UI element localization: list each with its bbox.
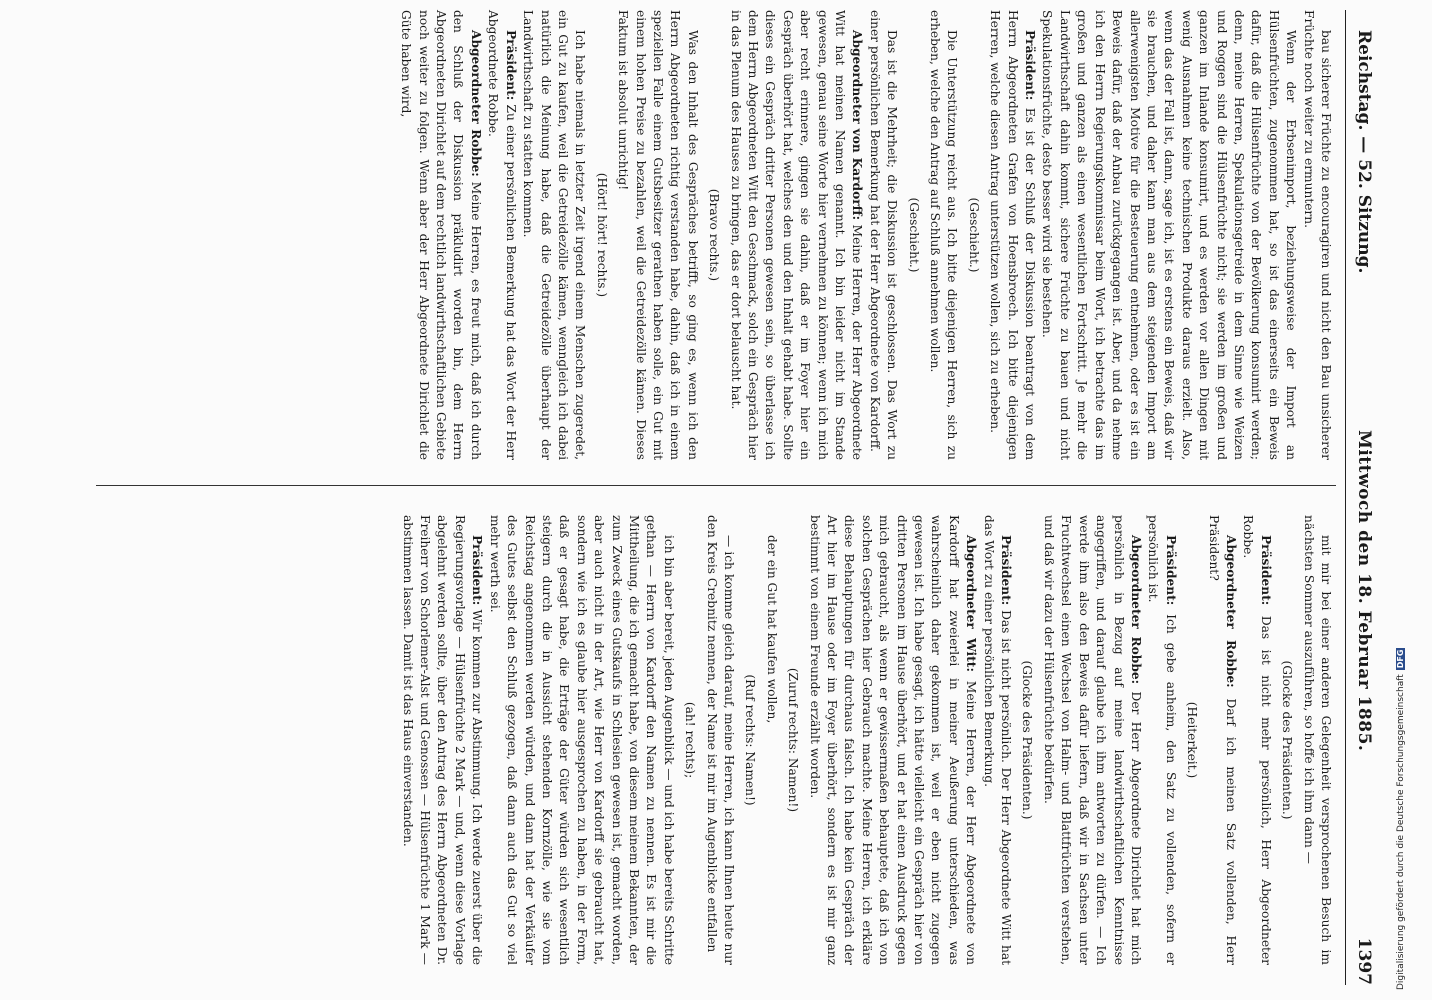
speech-text: Der Herr Abgeordnete Dirichlet hat mich persönlich in Bezug auf meine landwirthschaftlichen Kenntnisse angegriffen, und darauf glaube ich ihm antworten zu dürfen. — Ich werde ihm also den Beweis dafür liefern, daß wir in Sachsen unter Fruchtwechsel einen Wechsel von Halm- und Blattfrüchten verstehen, und daß wir dazu der Hülsenfrüchte bedürfen. xyxy=(1041,515,1143,965)
text-paragraph: — ich komme gleich darauf, meine Herren, ich kann Ihnen heute nur den Kreis Crebnitz nennen, der Name ist mir im Augenblicke entfallen xyxy=(704,515,736,965)
text-paragraph: Das ist die Mehrheit; die Diskussion ist geschlossen. Das Wort zu einer persönlichen Bemerkung hat der Herr Abgeordnete von Kardorff. xyxy=(867,10,900,460)
header-date: Mittwoch den 18. Februar 1885. xyxy=(1354,430,1374,752)
speech-paragraph xyxy=(484,10,519,460)
dfg-credit-text: Digitalisierung gefördert durch die Deutsche Forschungsgemeinschaft xyxy=(1396,674,1406,990)
speaker-name: Abgeordneter Robbe: xyxy=(1128,535,1143,685)
speech-paragraph xyxy=(1239,515,1274,965)
speech-paragraph xyxy=(805,515,979,965)
stage-direction: (Hört! hört! rechts.) xyxy=(594,172,609,298)
column-divider xyxy=(96,485,1336,486)
speaker-name: Abgeordneter Witt: xyxy=(964,535,979,672)
text-paragraph: Was den Inhalt des Gespräches betrifft, so ging es, wenn ich den Herrn Abgeordneten richtig verstanden habe, dahin, daß ich in einem speziellen Falle einem Gutsbesitzer gerathen haben solle, ein Gut mit einem hohen Preise zu bezahlen, weil die Getreidezölle kämen. Dieses Faktum ist absolut unrichtig! xyxy=(616,10,700,460)
speech-paragraph xyxy=(397,10,484,460)
speaker-name: Präsident: xyxy=(1023,30,1038,101)
stage-direction: (ah! rechts); xyxy=(683,701,698,779)
speaker-name: Präsident: xyxy=(1258,535,1273,606)
right-column xyxy=(398,515,1334,965)
dfg-credit xyxy=(1396,648,1406,990)
speech-text: Es ist der Schluß der Diskussion beantragt von dem Herrn Abgeordneten Grafen von Hoensbroech. Ich bitte diejenigen Herren, welche diesen Antrag unterstützen wollen, sich zu erheben. xyxy=(988,10,1038,461)
speech-paragraph xyxy=(726,10,865,460)
speech-text: Das ist nicht mehr persönlich, Herr Abgeordneter Robbe. xyxy=(1241,515,1273,965)
speech-paragraph xyxy=(1204,515,1239,965)
speech-paragraph xyxy=(1040,515,1144,965)
text-paragraph: Die Unterstützung reicht aus. Ich bitte diejenigen Herren, sich zu erheben, welche den Antrag auf Schluß annehmen wollen. xyxy=(928,10,960,460)
speech-text: Meine Herren, der Herr Abgeordnete Witt hat meinen Namen genannt. Ich bin leider nicht im Stande gewesen, genau seine Worte hier vernehmen zu können; wenn ich mich aber recht erinnere, gingen sie dahin, daß er im Foyer hier ein Gespräch überhört hat, welches den und den Inhalt gehabt habe. Sollte dieses ein Gespräch dritter Personen gewesen sein, so überlasse ich dem Herrn Abgeordneten Witt den Geschmack, solch ein Gespräch hier in das Plenum des Hauses zu bringen, das er dort belauscht hat. xyxy=(728,10,865,460)
text-paragraph: mit mir bei einer anderen Gelegenheit versprochenen Besuch im nächsten Sommer auszuführen, so hoffe ich ihm dann — xyxy=(1301,515,1333,965)
speech-text: Wir kommen zur Abstimmung. Ich werde zuerst über die Regierungsvorlage — Hülsenfrüchte 2 Mark — und, wenn diese Vorlage abgelehnt werden sollte, über den Antrag des Herrn Abgeordneten Dr. Freiherr von Schorlemer-Alst und Genossen — Hülsenfrüchte 1 Mark — abstimmen lassen. Damit ist das Haus einverstanden. xyxy=(400,515,485,966)
speaker-name: Abgeordneter von Kardorff: xyxy=(850,30,865,221)
speaker-name: Präsident: xyxy=(999,535,1014,606)
page-header xyxy=(1345,10,1380,985)
speech-paragraph xyxy=(1144,515,1179,965)
speech-paragraph xyxy=(398,515,485,965)
text-paragraph: bau sicherer Früchte zu encouragiren und nicht den Bau unsicherer Früchte noch weiter zu ermuntern. xyxy=(1301,10,1333,460)
stage-direction: (Zuruf rechts: Namen!) xyxy=(786,667,801,813)
stage-direction: (Geschieht.) xyxy=(966,197,981,273)
header-left: Reichstag. — 52. Sitzung. xyxy=(1354,30,1374,274)
stage-direction: (Heiterkeit.) xyxy=(1185,701,1200,779)
text-paragraph: ich bin aber bereit, jeden Augenblick — und ich habe bereits Schritte gethan — Herrn von Kardorff den Namen zu nennen. Es ist mir die Mittheilung, die ich gemacht habe, von diesem meinem Bekannten, der zum Zweck eines Gutskaufs in Schlesien gewesen ist, gemacht worden, aber auch nicht in der Art, wie Herr von Kardorff sie gebraucht hat, sondern wie ich es glaube hier ausgesprochen zu haben, in der Form, daß er gesagt habe, die Erträge der Güter würden sich wesentlich steigern durch die in Aussicht stehenden Kornzölle, wie sie vom Reichstag angenommen werden würden, und dann hat der Verkäufer des Gutes selbst den Schluß gezogen, daß dann auch das Gut so viel mehr werth sei. xyxy=(487,515,676,965)
speaker-name: Präsident: xyxy=(1163,535,1178,606)
speaker-name: Präsident: xyxy=(470,535,485,606)
left-column xyxy=(397,10,1334,460)
speaker-name: Präsident: xyxy=(503,30,518,101)
stage-direction: (Ruf rechts: Namen!) xyxy=(743,674,758,806)
speech-text: Meine Herren, der Herr Abgeordnete von Kardorff hat zweierlei in meiner Aeußerung unterschieden, was wahrscheinlich daher gekommen ist, weil er eben nicht zugegen gewesen ist. Ich habe gesagt, ich hätte vielleicht ein Gespräch hier von dritten Personen im Hause überhört, und er hat einen Ausdruck gegen mich gebraucht, als wenn er gewissermaßen behauptete, daß ich von solchen Gesprächen hier Gebrauch machte. Meine Herren, ich erkläre diese Behauptungen für durchaus falsch. Ich habe kein Gespräch der Art hier im Hause oder im Foyer überhört, sondern es ist mir ganz bestimmt von einem Freunde erzählt worden. xyxy=(807,515,979,965)
dfg-logo-badge: DFG xyxy=(1396,649,1405,669)
speech-paragraph xyxy=(979,515,1014,965)
stage-direction: (Bravo rechts.) xyxy=(707,188,722,282)
speech-text: Meine Herren, es freut mich, daß ich durch den Schluß der Diskussion präkludirt worden bin, dem Herrn Abgeordneten Dirichlet auf dem rechtlich landwirthschaftlichen Gebiete noch weiter zu folgen. Wenn aber der Herr Abgeordnete Dirichlet die Güte haben wird, xyxy=(399,10,483,460)
speech-text: Darf ich meinen Satz vollenden, Herr Präsident? xyxy=(1206,515,1238,965)
text-paragraph: Ich habe niemals in letzter Zeit irgend einem Menschen zugeredet, ein Gut zu kaufen, weil die Getreidezölle kämen, wenngleich ich dabei natürlich die Meinung habe, daß die Getreidezölle überhaupt der Landwirthschaft zu statten kommen. xyxy=(521,10,588,460)
stage-direction: (Glocke des Präsidenten.) xyxy=(1020,660,1035,820)
stage-direction: (Glocke des Präsidenten.) xyxy=(1280,660,1295,820)
speech-paragraph xyxy=(986,10,1038,460)
text-paragraph: Wenn der Erbsenimport, beziehungsweise der Import an Hülsenfrüchten, zugenommen hat, so ist das einerseits ein Beweis dafür, daß die Hülsenfrüchte von der Bevölkerung konsumirt werden; denn, meine Herren, Spekulationsgetreide in dem Sinne wie Weizen und Roggen sind die Hülsenfrüchte nicht; sie werden im großen und ganzen im Inlande konsumirt, und es werden vor allen Dingen mit wenig Ausnahmen keine technischen Produkte daraus erzielt. Also, wenn das der Fall ist, dann, sage ich, ist es erstens ein Beweis, daß wir sie brauchen, und daher kann man aus dem steigenden Import am allerwenigsten Motive für die Besteuerung entnehmen, oder es ist ein Beweis dafür, daß der Anbau zurückgegangen ist. Aber, und da nehme ich den Herrn Regierungskommissar beim Wort, ich betrachte das im großen und ganzen als einen wesentlichen Fortschritt. Je mehr die Landwirthschaft dahin kommt, sichere Früchte zu bauen und nicht Spekulationsfrüchte, desto besser wird sie bestehen. xyxy=(1040,10,1299,460)
speaker-name: Abgeordneter Robbe: xyxy=(1223,535,1238,688)
text-paragraph: der ein Gut hat kaufen wollen, xyxy=(764,535,779,724)
stage-direction: (Geschieht.) xyxy=(906,197,921,273)
speech-text: Ich gebe anheim, den Satz zu vollenden, sofern er persönlich ist. xyxy=(1146,515,1178,965)
speech-text: Das ist nicht persönlich. Der Herr Abgeordnete Witt hat das Wort zu einer persönlichen Bemerkung. xyxy=(981,515,1014,966)
speaker-name: Abgeordneter Robbe: xyxy=(468,30,483,177)
speech-text: Zu einer persönlichen Bemerkung hat das Wort der Herr Abgeordnete Robbe. xyxy=(486,10,518,461)
page-number: 1397 xyxy=(1354,937,1374,985)
